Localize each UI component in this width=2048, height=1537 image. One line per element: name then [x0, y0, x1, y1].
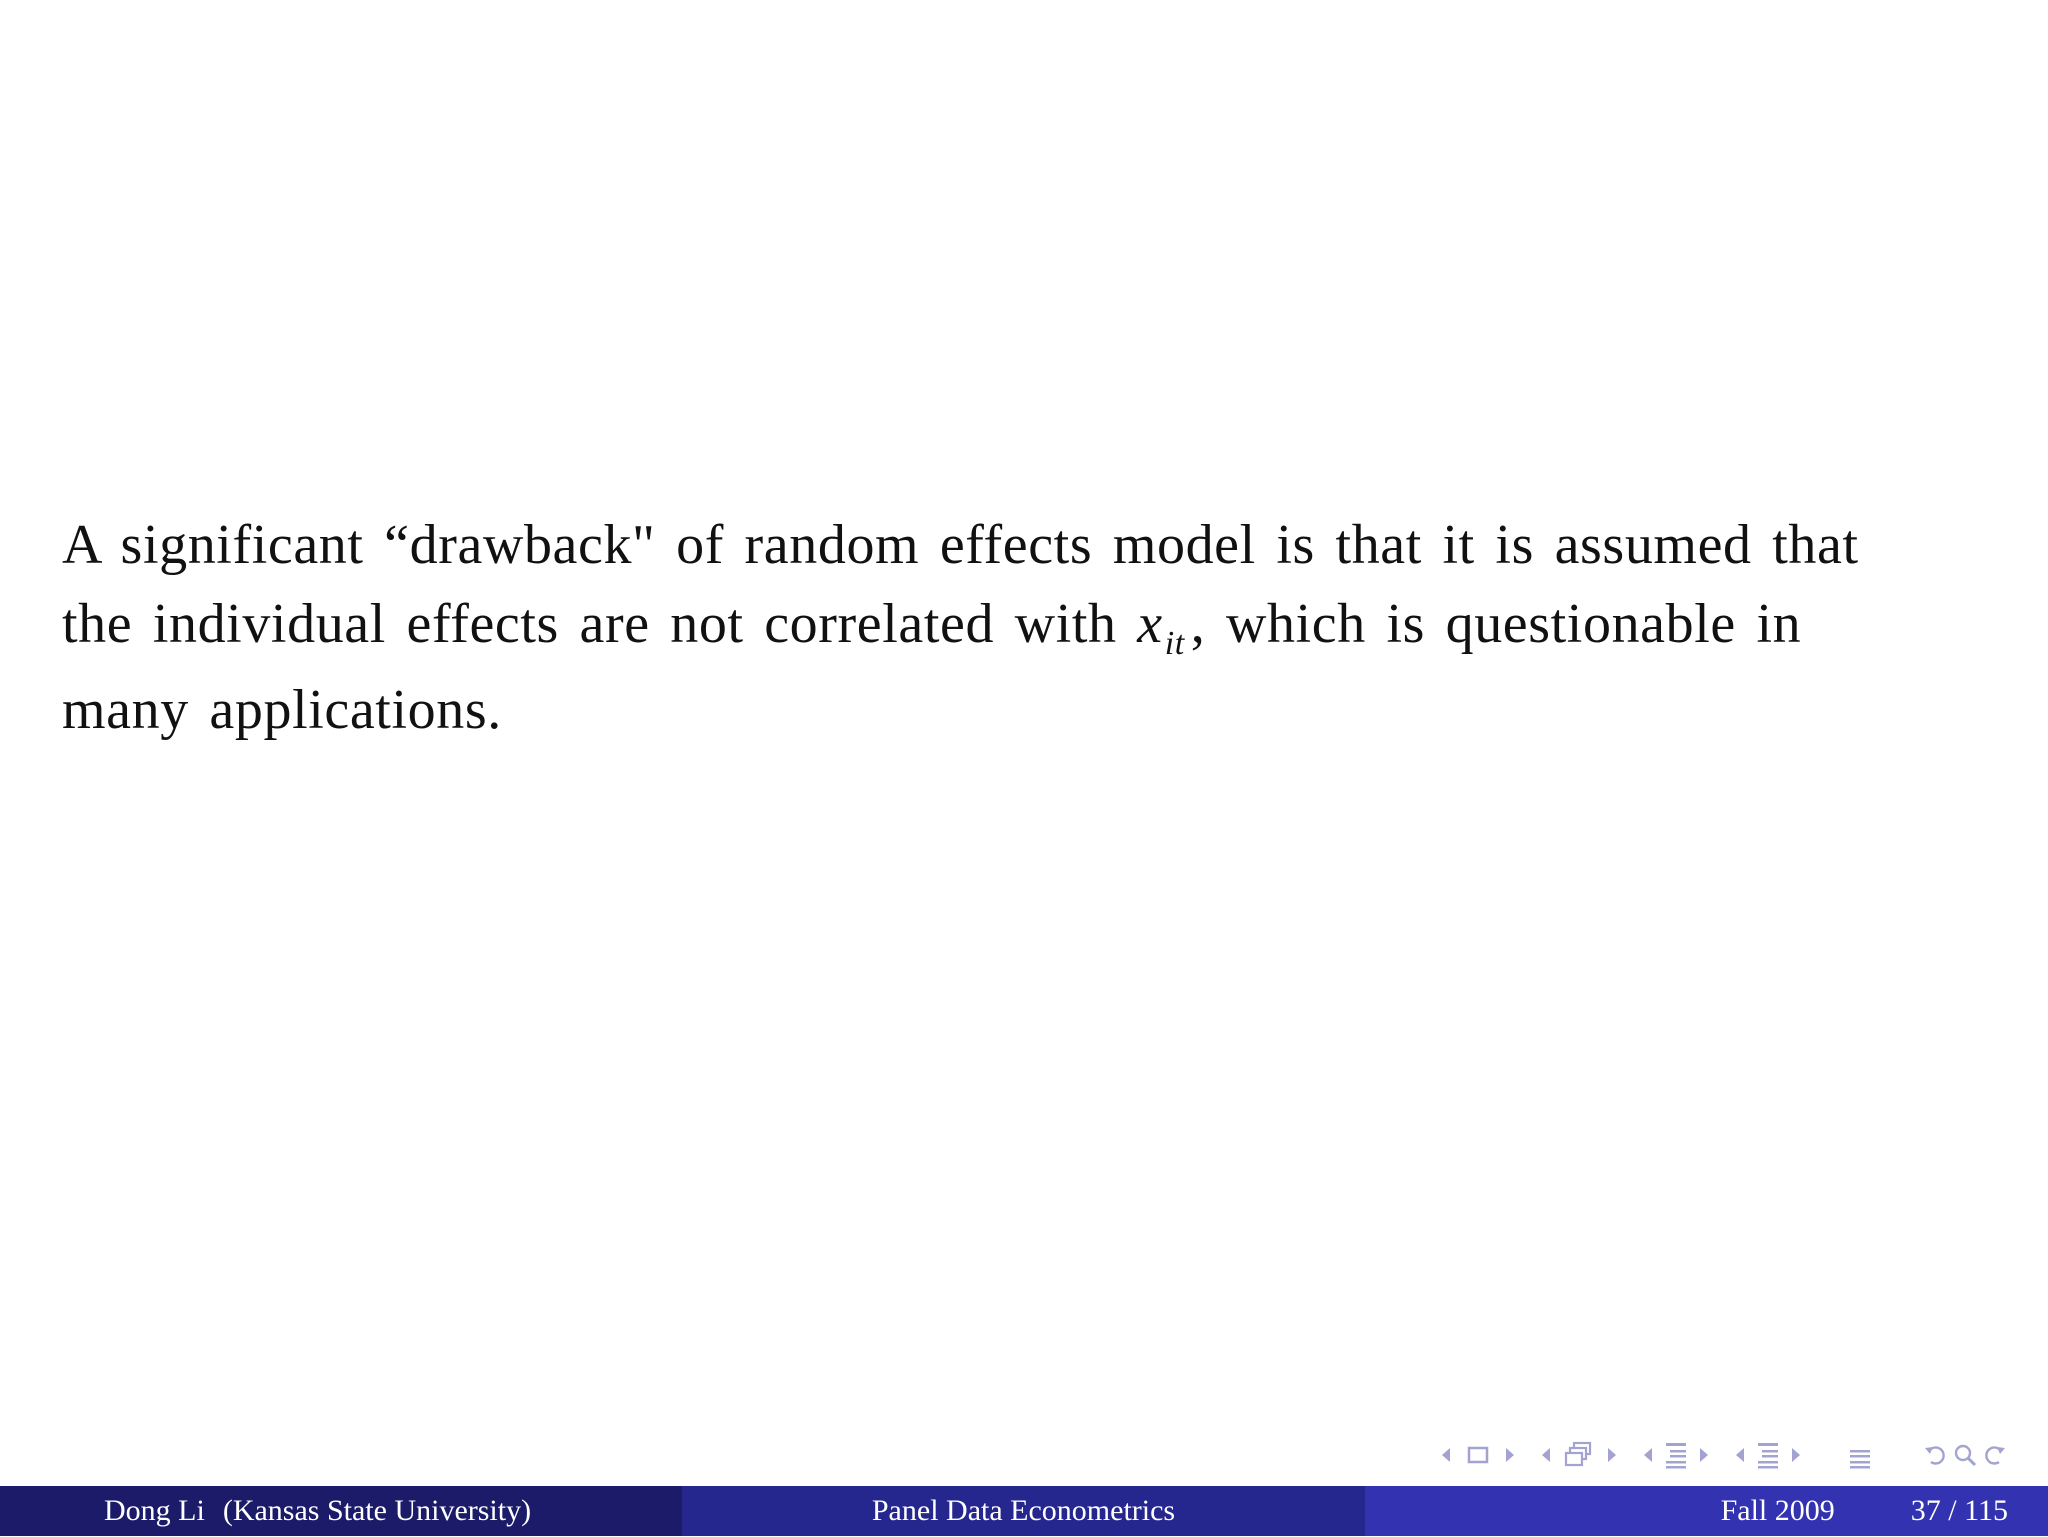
document-button[interactable]	[1756, 1437, 1780, 1473]
nav-section-group	[1640, 1437, 1712, 1473]
footer-author: Dong Li	[104, 1494, 205, 1527]
nav-frame-group	[1438, 1437, 1518, 1473]
appendix-icon	[1848, 1440, 1872, 1470]
arrow-left-icon	[1438, 1445, 1454, 1465]
paragraph-line-2-text: the individual effects are not correlated with	[62, 593, 1117, 655]
arrow-right-icon	[1696, 1445, 1712, 1465]
nav-appendix-group	[1848, 1437, 1872, 1473]
footer-title-cell	[682, 1486, 1365, 1536]
paragraph-line-3: many applications.	[62, 679, 502, 741]
math-variable: x	[1137, 593, 1163, 655]
forward-icon	[1982, 1442, 2008, 1468]
subsection-button[interactable]	[1562, 1437, 1596, 1473]
footer-title: Panel Data Econometrics	[871, 1494, 1176, 1527]
arrow-left-icon	[1640, 1445, 1656, 1465]
section-button[interactable]	[1664, 1437, 1688, 1473]
frame-button[interactable]	[1466, 1437, 1490, 1473]
search-button[interactable]	[1952, 1437, 1978, 1473]
section-icon	[1664, 1440, 1688, 1470]
footer	[0, 1486, 2048, 1536]
page-number: 37 / 115	[1910, 1494, 2008, 1527]
arrow-left-icon	[1538, 1445, 1554, 1465]
next-frame-button[interactable]	[1502, 1437, 1518, 1473]
arrow-right-icon	[1604, 1445, 1620, 1465]
nav-history-group	[1922, 1437, 2008, 1473]
arrow-left-icon	[1732, 1445, 1748, 1465]
slide-paragraph	[62, 506, 1962, 750]
prev-subsection-button[interactable]	[1538, 1437, 1554, 1473]
nav-document-group	[1732, 1437, 1804, 1473]
next-subsection-button[interactable]	[1604, 1437, 1620, 1473]
appendix-button[interactable]	[1848, 1437, 1872, 1473]
footer-author-cell	[0, 1486, 682, 1536]
nav-subsection-group	[1538, 1437, 1620, 1473]
paragraph-line-1: A significant “drawback" of random effects model is that it is assumed that	[62, 514, 1859, 576]
prev-section-button[interactable]	[1640, 1437, 1656, 1473]
footer-date-cell	[1365, 1486, 2048, 1536]
back-icon	[1922, 1442, 1948, 1468]
frame-icon	[1466, 1443, 1490, 1467]
math-subscript: it	[1164, 625, 1185, 662]
forward-button[interactable]	[1982, 1437, 2008, 1473]
prev-frame-button[interactable]	[1438, 1437, 1454, 1473]
footer-date: Fall 2009	[1720, 1494, 1835, 1527]
next-section-button[interactable]	[1696, 1437, 1712, 1473]
subsection-icon	[1562, 1440, 1596, 1470]
navigation-symbols	[1418, 1437, 2008, 1473]
next-document-button[interactable]	[1788, 1437, 1804, 1473]
prev-document-button[interactable]	[1732, 1437, 1748, 1473]
arrow-right-icon	[1502, 1445, 1518, 1465]
arrow-right-icon	[1788, 1445, 1804, 1465]
footer-institute: (Kansas State University)	[222, 1494, 532, 1527]
paragraph-line-2-tail: , which is questionable in	[1190, 593, 1802, 655]
search-icon	[1952, 1442, 1978, 1468]
document-icon	[1756, 1440, 1780, 1470]
paragraph-line-2	[62, 585, 1962, 671]
back-button[interactable]	[1922, 1437, 1948, 1473]
